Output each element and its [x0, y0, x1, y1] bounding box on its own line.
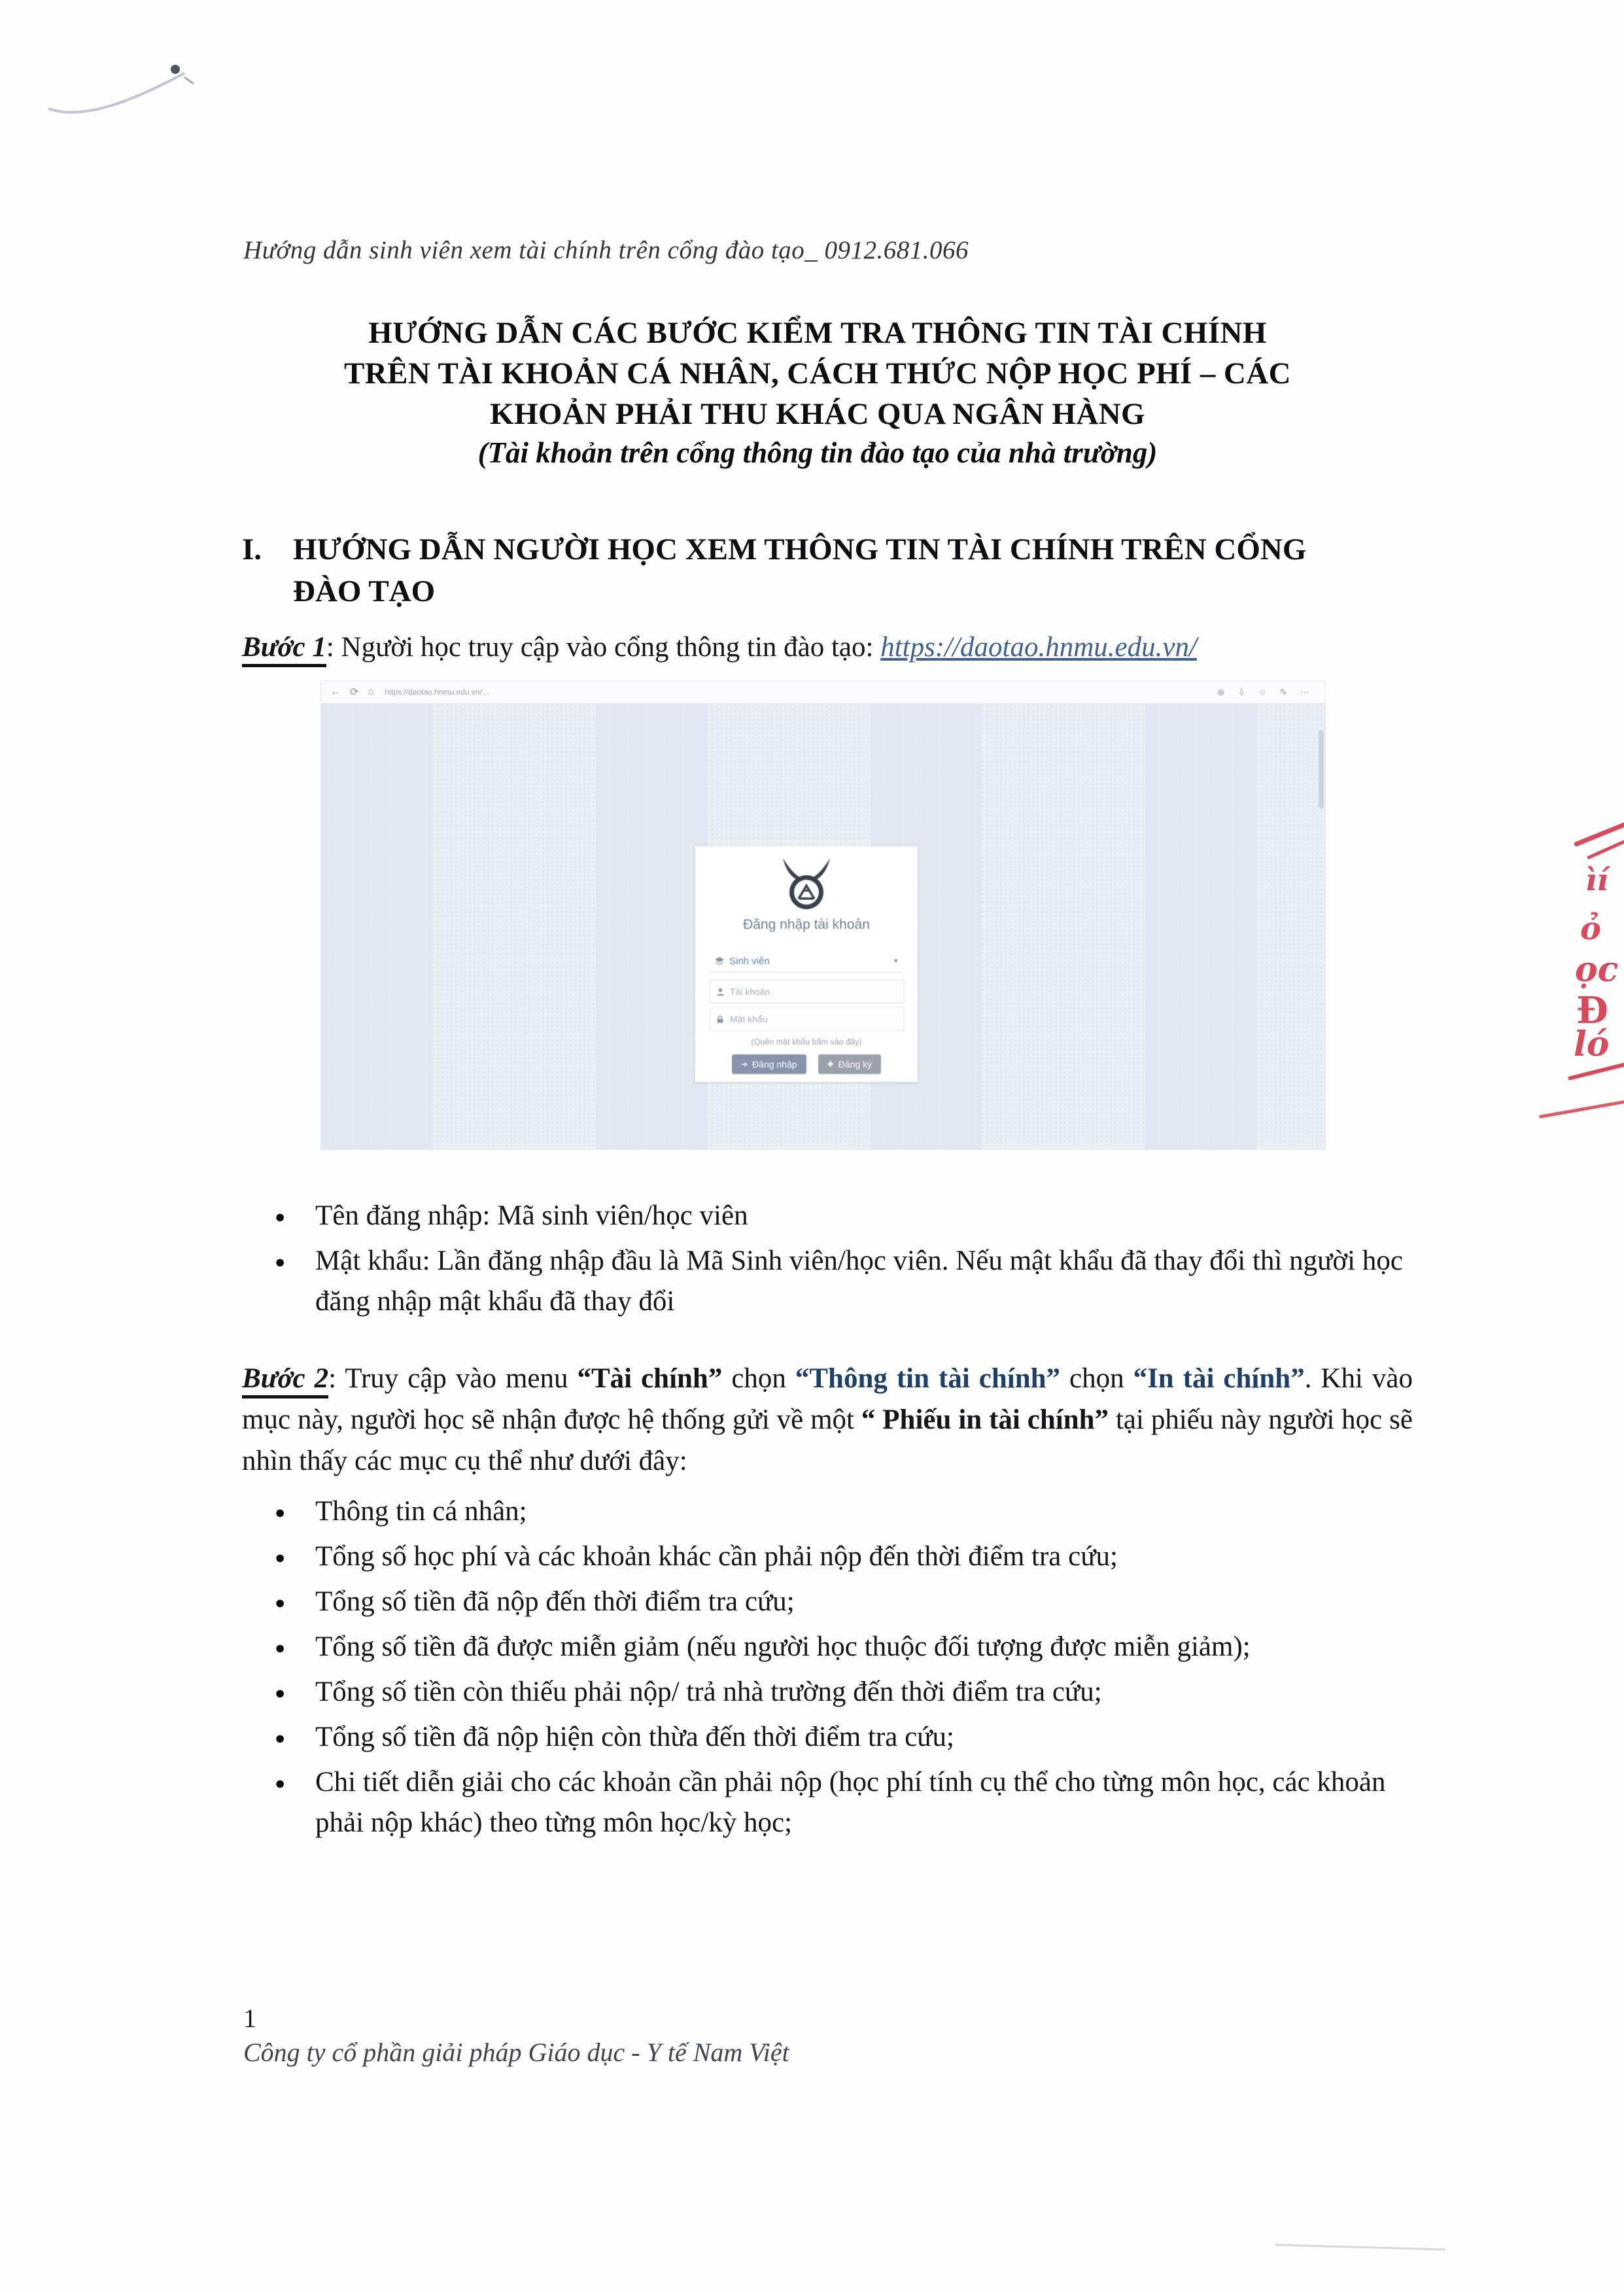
lock-icon — [710, 1015, 730, 1024]
portal-page-background — [321, 704, 1325, 1149]
text-segment: tại phiếu này người học sẽ nhìn thấy các mục cụ thể như dưới đây: — [242, 1404, 1413, 1476]
login-buttons — [695, 1054, 918, 1074]
footer-company: Công ty cổ phần giải pháp Giáo dục - Y tế Nam Việt — [243, 2038, 789, 2067]
text-segment: chọn — [722, 1363, 795, 1394]
user-icon — [710, 987, 730, 997]
reload-icon[interactable]: ⟳ — [350, 687, 359, 698]
username-field[interactable] — [710, 980, 905, 1003]
list-item: ● Mật khẩu: Lần đăng nhập đầu là Mã Sinh viên/học viên. Nếu mật khẩu đã thay đổi thì người học đăng nhập mật khẩu đã thay đổi — [275, 1241, 1426, 1322]
document-title — [235, 313, 1400, 434]
step1-label: Bước 1 — [242, 632, 326, 667]
text-segment: “ Phiếu in tài chính” — [861, 1404, 1109, 1435]
text-segment: “Thông tin tài chính” — [795, 1363, 1061, 1394]
graduation-cap-icon — [710, 956, 729, 966]
red-annotation-fragment: Đ — [1576, 989, 1608, 1032]
text-segment: “Tài chính” — [577, 1363, 723, 1394]
pen-mark — [39, 58, 209, 130]
list-item: ● Chi tiết diễn giải cho các khoản cần phải nộp (học phí tính cụ thể cho từng môn học, các khoản phải nộp khác) theo từng môn học/kỳ học; — [275, 1762, 1432, 1843]
password-placeholder: Mật khẩu — [730, 1014, 768, 1024]
list-item: ● Thông tin cá nhân; — [275, 1491, 1432, 1532]
list-item: ● Tổng số tiền còn thiếu phải nộp/ trả nhà trường đến thời điểm tra cứu; — [275, 1672, 1432, 1712]
section-heading — [242, 529, 1419, 612]
step1-lead: : Người học truy cập vào cổng thông tin đào tạo: — [326, 632, 881, 663]
title-line: HƯỚNG DẪN CÁC BƯỚC KIỂM TRA THÔNG TIN TÀI CHÍNH — [368, 316, 1267, 350]
list-item: ● Tổng số tiền đã được miễn giảm (nếu người học thuộc đối tượng được miễn giảm); — [275, 1627, 1432, 1667]
back-icon[interactable]: ← — [330, 686, 341, 697]
red-stroke — [1539, 1098, 1624, 1119]
chevron-down-icon: ▾ — [893, 956, 898, 965]
role-select[interactable] — [710, 950, 903, 973]
text-segment: “In tài chính” — [1133, 1363, 1305, 1394]
scrollbar[interactable] — [1319, 730, 1324, 808]
address-bar[interactable]: https://daotao.hnmu.edu.vn/… — [385, 687, 490, 697]
text-segment: . Khi vào mục này, người học sẽ nhận được hệ thống gửi về một — [242, 1363, 1413, 1435]
university-logo — [779, 856, 834, 911]
red-annotation-fragment: ỏ — [1580, 911, 1602, 947]
browser-screenshot — [320, 680, 1326, 1150]
register-plus-icon: ✚ — [827, 1060, 834, 1069]
login-arrow-icon: ➔ — [741, 1060, 748, 1069]
portal-link[interactable]: https://daotao.hnmu.edu.vn/ — [880, 632, 1197, 663]
list-item: ● Tổng số học phí và các khoản khác cần phải nộp đến thời điểm tra cứu; — [275, 1537, 1432, 1577]
password-field[interactable] — [710, 1007, 905, 1031]
register-button[interactable]: ✚ Đăng ký — [818, 1054, 881, 1074]
text-segment: chọn — [1060, 1363, 1133, 1394]
list-item: ● Tên đăng nhập: Mã sinh viên/học viên — [275, 1196, 1426, 1236]
details-bullet-list — [275, 1491, 1432, 1848]
login-title: Đăng nhập tài khoản — [743, 917, 870, 932]
username-placeholder: Tài khoản — [730, 986, 770, 997]
text-segment: Bước 2 — [242, 1363, 328, 1398]
section-numeral: I. — [242, 532, 262, 566]
role-selected-value: Sinh viên — [729, 955, 770, 967]
step2-paragraph — [242, 1358, 1413, 1482]
red-stroke — [1587, 839, 1624, 859]
list-item: ● Tổng số tiền đã nộp đến thời điểm tra cứu; — [275, 1582, 1432, 1622]
login-button[interactable]: ➔ Đăng nhập — [732, 1054, 806, 1074]
red-annotation-fragment: ìí — [1585, 862, 1608, 897]
text-segment: : Truy cập vào menu — [328, 1363, 578, 1394]
page-number: 1 — [243, 2004, 256, 2033]
toolbar-right-icons[interactable]: ⊕ ⇩ ☆ ✎ ⋯ — [1217, 686, 1315, 697]
home-icon[interactable]: ⌂ — [368, 686, 375, 697]
document-subtitle: (Tài khoản trên cổng thông tin đào tạo của nhà trường) — [477, 436, 1158, 469]
red-annotation-fragment: ọc — [1575, 950, 1619, 990]
header-note: Hướng dẫn sinh viên xem tài chính trên cổng đào tạo_ 0912.681.066 — [243, 236, 969, 264]
title-line: TRÊN TÀI KHOẢN CÁ NHÂN, CÁCH THỨC NỘP HỌC PHÍ – CÁC — [344, 356, 1291, 391]
section-title: HƯỚNG DẪN NGƯỜI HỌC XEM THÔNG TIN TÀI CHÍNH TRÊN CỔNG ĐÀO TẠO — [293, 532, 1307, 608]
login-bullet-list — [275, 1196, 1426, 1327]
login-card — [695, 846, 918, 1082]
title-line: KHOẢN PHẢI THU KHÁC QUA NGÂN HÀNG — [490, 397, 1145, 431]
browser-toolbar — [321, 681, 1325, 704]
step1-paragraph — [242, 628, 1432, 667]
red-annotation-fragment: ló — [1574, 1024, 1610, 1064]
list-item: ● Tổng số tiền đã nộp hiện còn thừa đến thời điểm tra cứu; — [275, 1717, 1432, 1758]
pencil-mark — [1275, 2244, 1445, 2250]
forgot-password-link[interactable]: (Quên mật khẩu bấm vào đây) — [751, 1037, 862, 1047]
